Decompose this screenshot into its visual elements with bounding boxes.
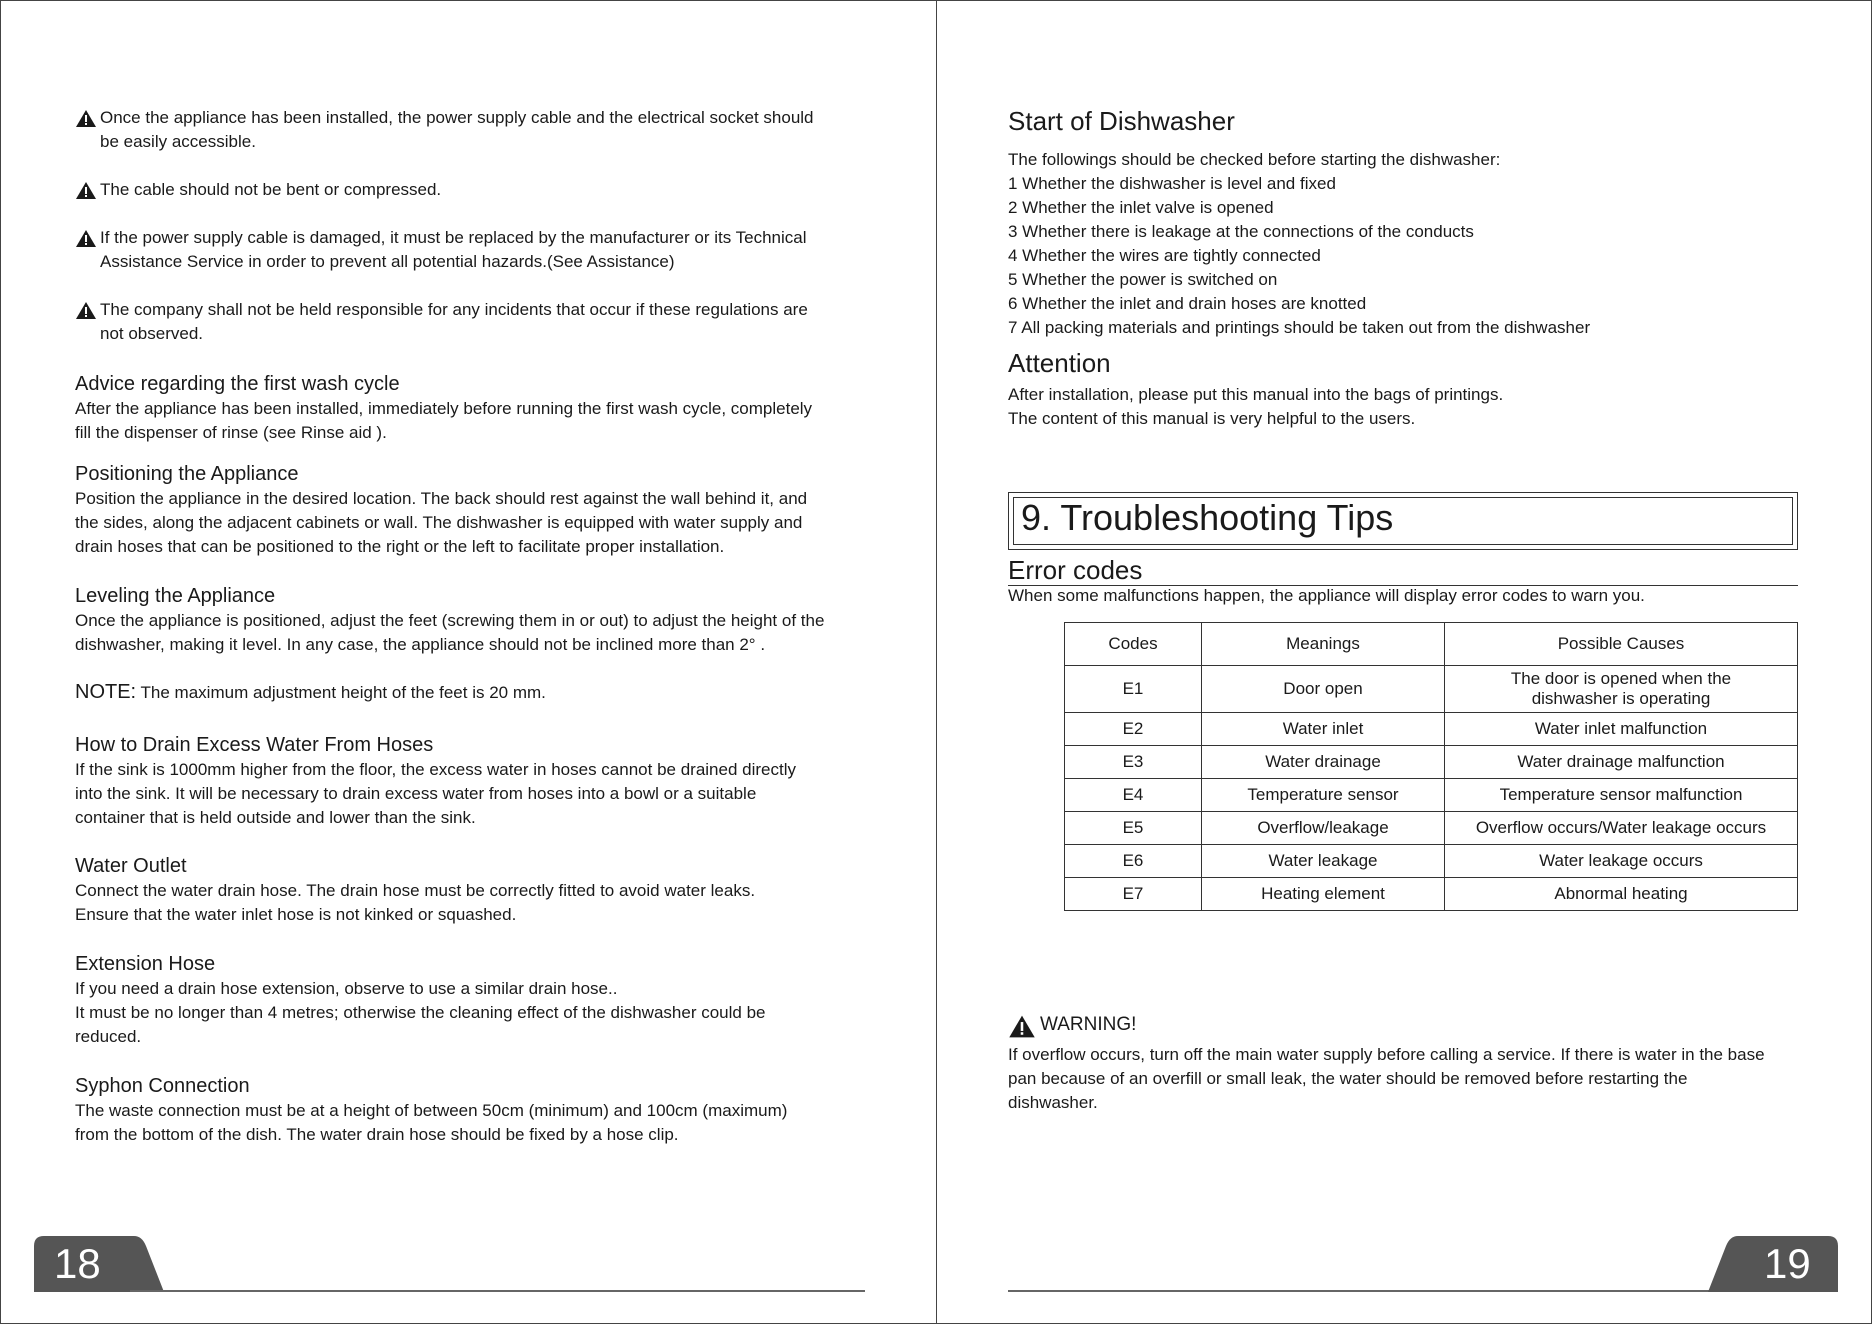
warning-note-4: The company shall not be held responsible for any incidents that occur if these regulations are not observed. <box>75 298 808 346</box>
code-cell: E4 <box>1065 779 1202 812</box>
code-cell: E5 <box>1065 812 1202 845</box>
page-divider <box>936 0 937 1324</box>
warning-text: If overflow occurs, turn off the main water supply before calling a service. If there is water in the base pan because of an overfill or small leak, the water should be removed before restarting the dishwasher. <box>1008 1045 1765 1112</box>
section-heading: Advice regarding the first wash cycle <box>75 373 400 395</box>
warning-triangle-icon <box>1008 1014 1036 1039</box>
error-codes-table <box>1064 622 1798 911</box>
warning-heading <box>1008 1013 1136 1037</box>
section-drain-excess <box>75 732 875 830</box>
warning-note-2: The cable should not be bent or compressed. <box>75 178 441 202</box>
footer-rule <box>1008 1290 1743 1292</box>
start-checklist: The followings should be checked before starting the dishwasher: 1 Whether the dishwasher is level and fixed 2 Whether the inlet valve is opened 3 Whether there is leakage at the connections of the conducts 4 Whether the wires are tightly connected 5 Whether the power is switched on 6 Whether the inlet and drain hoses are knotted 7 All packing materials and printings should be taken out from the dishwasher <box>1008 150 1591 337</box>
table-row <box>1065 746 1798 779</box>
cause-cell: Temperature sensor malfunction <box>1445 779 1798 812</box>
section-title: 9. Troubleshooting Tips <box>1021 497 1394 538</box>
cause-cell: Water inlet malfunction <box>1445 713 1798 746</box>
warning-label: WARNING! <box>1040 1014 1137 1035</box>
note-label: NOTE: <box>75 681 137 703</box>
section-leveling <box>75 583 875 657</box>
table-row <box>1065 779 1798 812</box>
start-heading: Start of Dishwasher <box>1008 106 1235 136</box>
cause-cell: The door is opened when the dishwasher is operating <box>1445 666 1798 713</box>
code-cell: E3 <box>1065 746 1202 779</box>
section-body: If the sink is 1000mm higher from the floor, the excess water in hoses cannot be drained directly into the sink. It will be necessary to drain excess water from hoses into a bowl or a suitable container that is held outside and lower than the sink. <box>75 760 796 827</box>
section-heading: Extension Hose <box>75 953 216 975</box>
error-codes-description: When some malfunctions happen, the appliance will display error codes to warn you. <box>1008 586 1645 605</box>
header-codes: Codes <box>1065 623 1202 666</box>
warning-triangle-icon <box>75 181 97 200</box>
note-feet-height <box>75 680 546 705</box>
warning-triangle-icon <box>75 301 97 320</box>
section-body: Position the appliance in the desired location. The back should rest against the wall behind it, and the sides, along the adjacent cabinets or wall. The dishwasher is equipped with water supply and drain hoses that can be positioned to the right or the left to facilitate proper installation. <box>75 489 808 556</box>
cause-cell: Overflow occurs/Water leakage occurs <box>1445 812 1798 845</box>
section-heading: How to Drain Excess Water From Hoses <box>75 734 434 756</box>
table-row <box>1065 812 1798 845</box>
page-number: 18 <box>54 1240 101 1287</box>
header-causes: Possible Causes <box>1445 623 1798 666</box>
section-extension-hose <box>75 951 875 1049</box>
table-row <box>1065 878 1798 911</box>
table-row <box>1065 666 1798 713</box>
page-18 <box>75 0 865 1324</box>
page-number: 19 <box>1764 1240 1811 1287</box>
meaning-cell: Temperature sensor <box>1202 779 1445 812</box>
section-positioning <box>75 461 875 559</box>
code-cell: E6 <box>1065 845 1202 878</box>
section-heading: Leveling the Appliance <box>75 585 276 607</box>
footer-rule <box>130 1290 865 1292</box>
error-codes-title: Error codes <box>1008 555 1798 586</box>
warning-triangle-icon <box>75 109 97 128</box>
section-first-wash <box>75 371 875 445</box>
page-19 <box>1008 0 1798 1324</box>
section-water-outlet <box>75 853 875 927</box>
cause-cell: Water leakage occurs <box>1445 845 1798 878</box>
section-heading: Syphon Connection <box>75 1075 250 1097</box>
section-body: If you need a drain hose extension, observe to use a similar drain hose.. It must be no longer than 4 metres; otherwise the cleaning effect of the dishwasher could be reduced. <box>75 979 766 1046</box>
code-cell: E1 <box>1065 666 1202 713</box>
warning-note-3: If the power supply cable is damaged, it must be replaced by the manufacturer or its Technical Assistance Service in order to prevent all potential hazards.(See Assistance) <box>75 226 807 274</box>
meaning-cell: Water drainage <box>1202 746 1445 779</box>
meaning-cell: Water leakage <box>1202 845 1445 878</box>
warning-note-1: Once the appliance has been installed, the power supply cable and the electrical socket should be easily accessible. <box>75 106 814 154</box>
cause-cell: Abnormal heating <box>1445 878 1798 911</box>
attention-body: After installation, please put this manual into the bags of printings. The content of this manual is very helpful to the users. <box>1008 385 1504 428</box>
section-title-box <box>1008 492 1798 550</box>
table-header-row <box>1065 623 1798 666</box>
meaning-cell: Door open <box>1202 666 1445 713</box>
meaning-cell: Water inlet <box>1202 713 1445 746</box>
cause-cell: Water drainage malfunction <box>1445 746 1798 779</box>
table-row <box>1065 845 1798 878</box>
meaning-cell: Overflow/leakage <box>1202 812 1445 845</box>
section-heading: Water Outlet <box>75 855 187 877</box>
meaning-cell: Heating element <box>1202 878 1445 911</box>
section-body: After the appliance has been installed, immediately before running the first wash cycle, completely fill the dispenser of rinse (see Rinse aid ). <box>75 399 813 442</box>
attention-heading: Attention <box>1008 348 1111 378</box>
section-body: Once the appliance is positioned, adjust the feet (screwing them in or out) to adjust the height of the dishwasher, making it level. In any case, the appliance should not be inclined more than 2° . <box>75 611 825 654</box>
code-cell: E7 <box>1065 878 1202 911</box>
section-syphon <box>75 1073 875 1147</box>
table-row <box>1065 713 1798 746</box>
section-body: Connect the water drain hose. The drain hose must be correctly fitted to avoid water leaks. Ensure that the water inlet hose is not kinked or squashed. <box>75 881 756 924</box>
header-meanings: Meanings <box>1202 623 1445 666</box>
section-body: The waste connection must be at a height of between 50cm (minimum) and 100cm (maximum) from the bottom of the dish. The water drain hose should be fixed by a hose clip. <box>75 1101 788 1144</box>
code-cell: E2 <box>1065 713 1202 746</box>
page-number-tab-18 <box>34 1236 164 1292</box>
note-text: The maximum adjustment height of the feet is 20 mm. <box>136 683 546 702</box>
page-number-tab-19 <box>1708 1236 1838 1292</box>
section-heading: Positioning the Appliance <box>75 463 299 485</box>
warning-triangle-icon <box>75 229 97 248</box>
